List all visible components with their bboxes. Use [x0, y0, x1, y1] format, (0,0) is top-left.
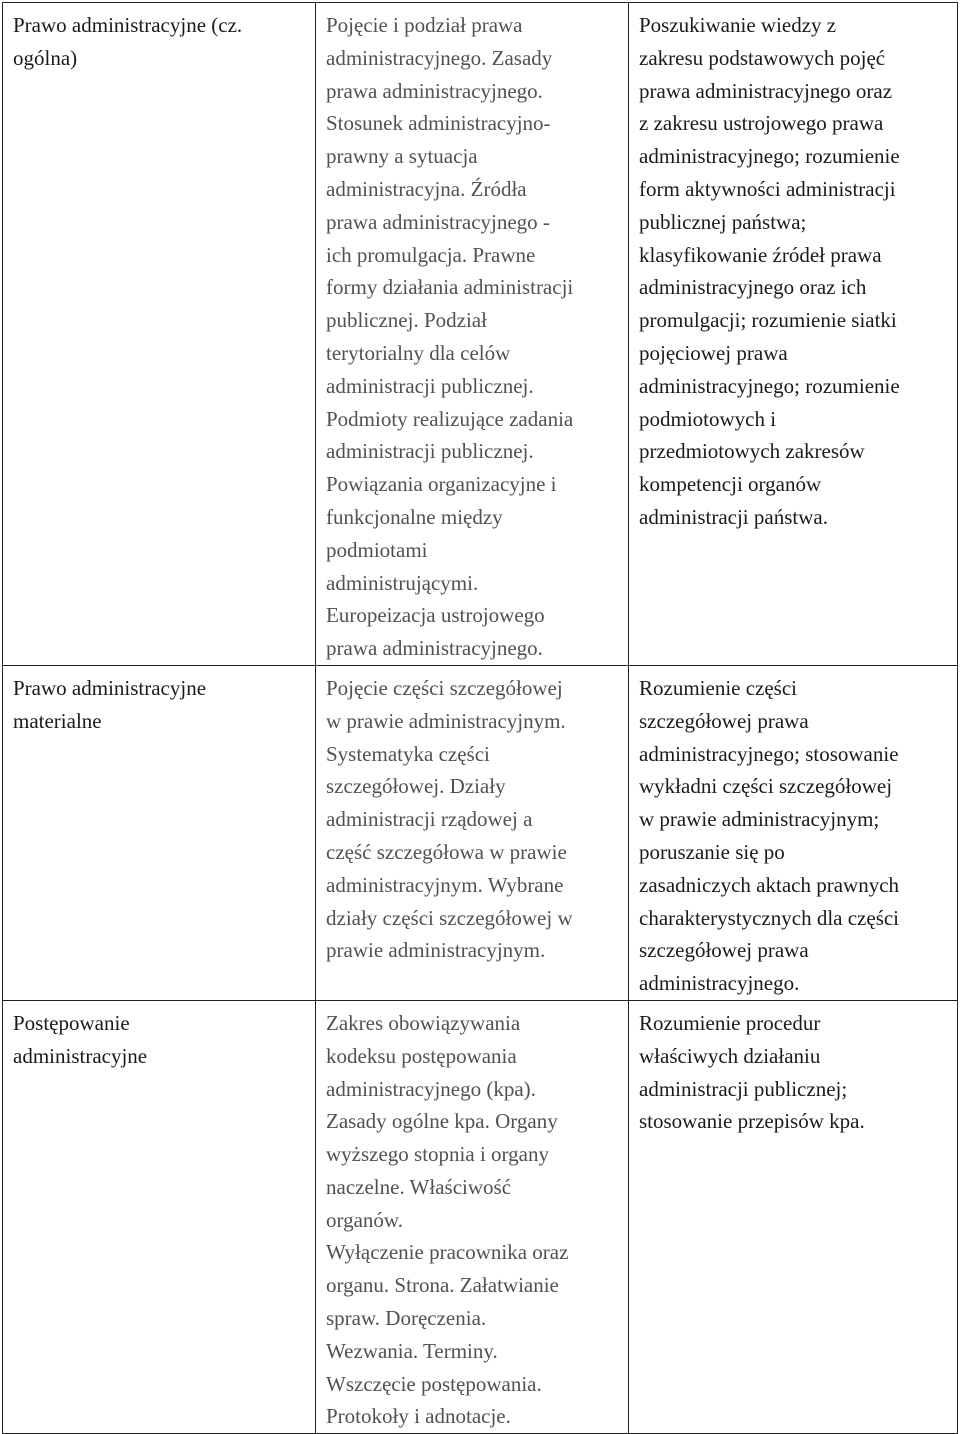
outcome-text: Poszukiwanie wiedzy z zakresu podstawowych pojęć prawa administracyjnego oraz z zakresu ustrojowego prawa administracyjnego; rozumienie form aktywności administracji publicznej państwa; klasyfikowanie źródeł prawa administracyjnego oraz ich promulgacji; rozumienie siatki pojęciowej prawa administracyjnego; rozumienie podmiotowych i przedmiotowych zakresów kompetencji organów administracji państwa. [639, 13, 900, 529]
content-text: Zakres obowiązywania kodeksu postępowania administracyjnego (kpa). Zasady ogólne kpa. Organy wyższego stopnia i organy naczelne. Właściwość organów. Wyłączenie pracownika oraz organu. Strona. Załatwianie spraw. Doręczenia. Wezwania. Terminy. Wszczęcie postępowania. Protokoły i adnotacje. [326, 1010, 569, 1429]
curriculum-table [2, 2, 958, 1434]
outcome-cell [629, 665, 958, 1000]
table-row [3, 665, 958, 1000]
table-row [3, 3, 958, 666]
content-cell [316, 3, 629, 666]
outcome-cell [629, 3, 958, 666]
topic-text: Prawo administracyjne materialne [13, 675, 207, 733]
outcome-text: Rozumienie części szczegółowej prawa administracyjnego; stosowanie wykładni części szczegółowej w prawie administracyjnym; poruszanie się po zasadniczych aktach prawnych charakterystycznych dla części szczegółowej prawa administracyjnego. [639, 675, 900, 996]
content-cell [316, 665, 629, 1000]
topic-cell [3, 1000, 316, 1433]
outcome-text: Rozumienie procedur właściwych działaniu administracji publicznej; stosowanie przepisów kpa. [639, 1010, 865, 1134]
outcome-cell [629, 1000, 958, 1433]
topic-text: Postępowanie administracyjne [13, 1010, 148, 1068]
content-text: Pojęcie części szczegółowej w prawie administracyjnym. Systematyka części szczegółowej. Działy administracji rządowej a część szczegółowa w prawie administracyjnym. Wybrane działy części szczegółowej w prawie administracyjnym. [326, 675, 573, 963]
topic-cell [3, 3, 316, 666]
topic-text: Prawo administracyjne (cz. ogólna) [13, 13, 243, 70]
topic-cell [3, 665, 316, 1000]
content-cell [316, 1000, 629, 1433]
content-text: Pojęcie i podział prawa administracyjnego. Zasady prawa administracyjnego. Stosunek administracyjno- prawny a sytuacja administracyjna. Źródła prawa administracyjnego - ich promulgacja. Prawne formy działania administracji publicznej. Podział terytorialny dla celów administracji publicznej. Podmioty realizujące zadania administracji publicznej. Powiązania organizacyjne i funkcjonalne między podmiotami administrującymi. Europeizacja ustrojowego prawa administracyjnego. [326, 13, 574, 661]
table-row [3, 1000, 958, 1433]
